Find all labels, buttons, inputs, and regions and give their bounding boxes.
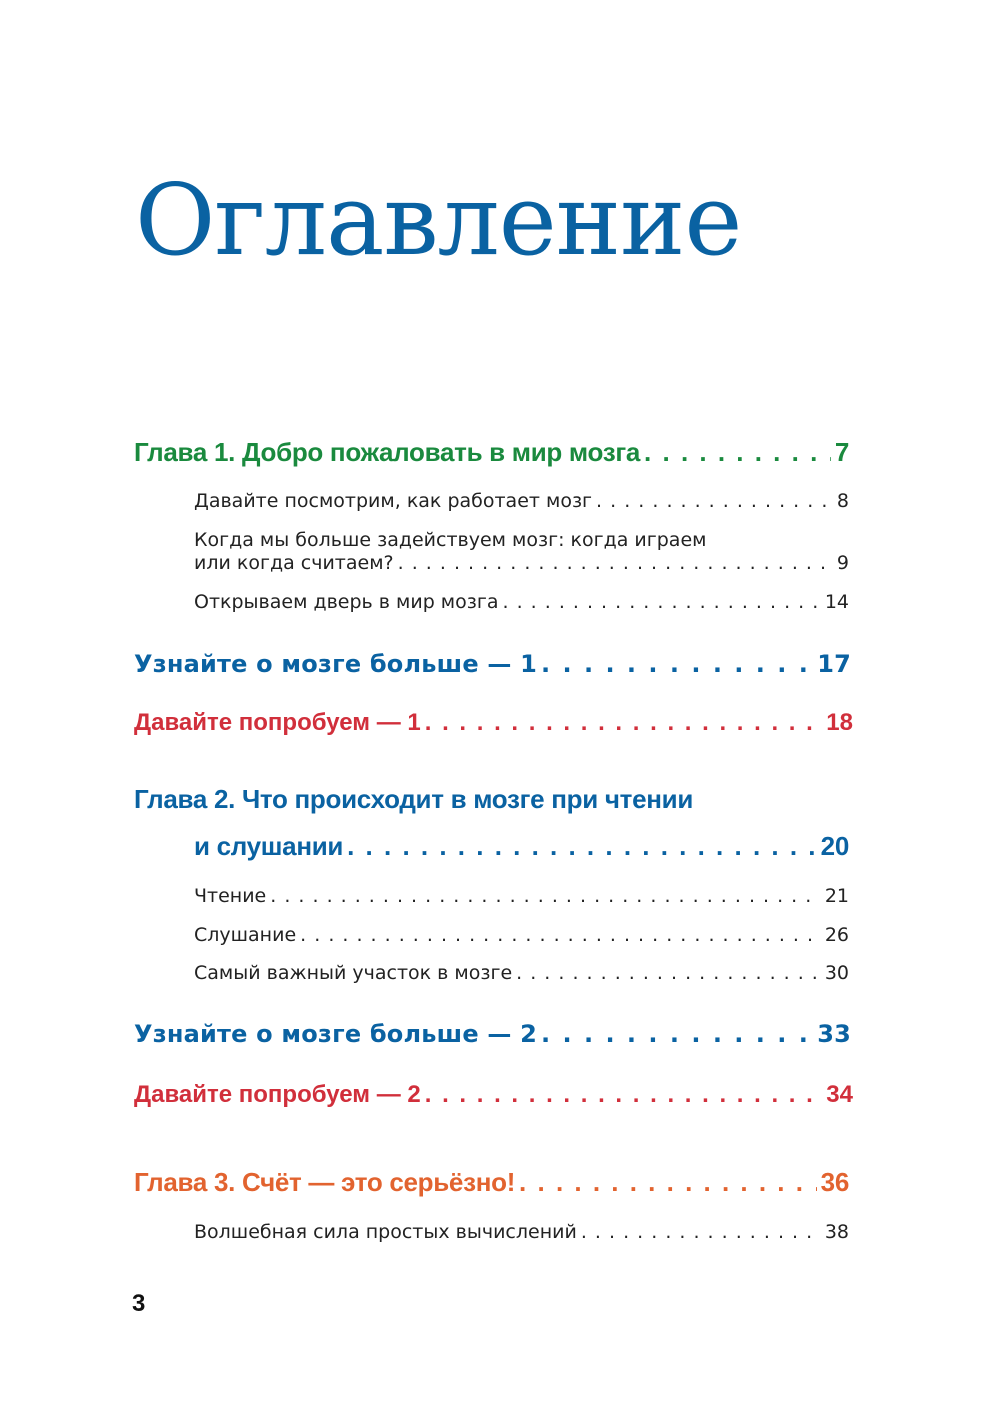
toc-entry-label: или когда считаем? bbox=[194, 552, 394, 574]
toc-page-number: 34 bbox=[826, 1081, 853, 1108]
toc-entry-label: и слушании bbox=[194, 831, 344, 861]
dot-leader bbox=[398, 552, 833, 574]
toc-entry-chapter-1[interactable] bbox=[134, 437, 849, 468]
dot-leader bbox=[503, 591, 821, 613]
toc-entry-important-area[interactable] bbox=[194, 962, 849, 984]
dot-leader bbox=[270, 885, 821, 907]
toc-entry-chapter-3[interactable] bbox=[134, 1167, 849, 1198]
toc-page-number: 36 bbox=[820, 1167, 849, 1197]
toc-page-number: 21 bbox=[824, 885, 849, 907]
page-number: 3 bbox=[132, 1290, 146, 1317]
toc-entry-label: Узнайте о мозге больше — 2 bbox=[134, 1020, 538, 1048]
toc-page-number: 26 bbox=[824, 924, 849, 946]
dot-leader bbox=[300, 924, 821, 946]
toc-page-number: 38 bbox=[824, 1221, 849, 1243]
toc-entry-label-line1: Глава 2. Что происходит в мозге при чтении bbox=[134, 784, 694, 814]
toc-page-number: 9 bbox=[836, 552, 849, 574]
toc-entry-magic-calculations[interactable] bbox=[194, 1221, 849, 1243]
dot-leader bbox=[644, 437, 831, 468]
toc-entry-open-door[interactable] bbox=[194, 591, 849, 613]
toc-entry-label: Волшебная сила простых вычислений bbox=[194, 1221, 577, 1243]
toc-page-number: 33 bbox=[817, 1020, 851, 1048]
toc-entry-label: Открываем дверь в мир мозга bbox=[194, 591, 499, 613]
toc-entry-learn-more-1[interactable] bbox=[134, 650, 851, 678]
toc-entry-label: Глава 1. Добро пожаловать в мир мозга bbox=[134, 437, 641, 467]
toc-entry-play-or-count[interactable] bbox=[194, 552, 849, 574]
toc-entry-reading[interactable] bbox=[194, 885, 849, 907]
dot-leader bbox=[596, 490, 833, 512]
dot-leader bbox=[541, 650, 813, 678]
toc-entry-learn-more-2[interactable] bbox=[134, 1020, 851, 1048]
toc-entry-label-line1: Когда мы больше задействуем мозг: когда играем bbox=[194, 529, 707, 551]
dot-leader bbox=[581, 1221, 821, 1243]
toc-entry-try-1[interactable] bbox=[134, 709, 853, 737]
toc-page-number: 8 bbox=[836, 490, 849, 512]
toc-page-number: 17 bbox=[817, 650, 851, 678]
dot-leader bbox=[541, 1020, 813, 1048]
page-title: Оглавление bbox=[135, 164, 742, 278]
dot-leader bbox=[425, 1081, 823, 1109]
dot-leader bbox=[519, 1167, 817, 1198]
toc-page-number: 14 bbox=[824, 591, 849, 613]
toc-entry-label: Давайте попробуем — 1 bbox=[134, 709, 421, 736]
toc-entry-label: Чтение bbox=[194, 885, 267, 907]
dot-leader bbox=[347, 831, 817, 862]
toc-entry-label: Слушание bbox=[194, 924, 297, 946]
toc-entry-label: Давайте попробуем — 2 bbox=[134, 1081, 421, 1108]
toc-entry-label: Самый важный участок в мозге bbox=[194, 962, 513, 984]
toc-page-number: 18 bbox=[826, 709, 853, 736]
dot-leader bbox=[425, 709, 823, 737]
toc-page-number: 20 bbox=[820, 831, 849, 861]
toc-entry-listening[interactable] bbox=[194, 924, 849, 946]
toc-entry-label: Давайте посмотрим, как работает мозг bbox=[194, 490, 593, 512]
toc-page-number: 7 bbox=[834, 437, 849, 467]
toc-page-number: 30 bbox=[824, 962, 849, 984]
toc-entry-chapter-2[interactable] bbox=[194, 831, 849, 862]
toc-entry-label: Узнайте о мозге больше — 1 bbox=[134, 650, 538, 678]
dot-leader bbox=[516, 962, 821, 984]
toc-entry-how-brain-works[interactable] bbox=[194, 490, 849, 512]
toc-entry-try-2[interactable] bbox=[134, 1081, 853, 1109]
toc-entry-label: Глава 3. Счёт — это серьёзно! bbox=[134, 1167, 516, 1197]
